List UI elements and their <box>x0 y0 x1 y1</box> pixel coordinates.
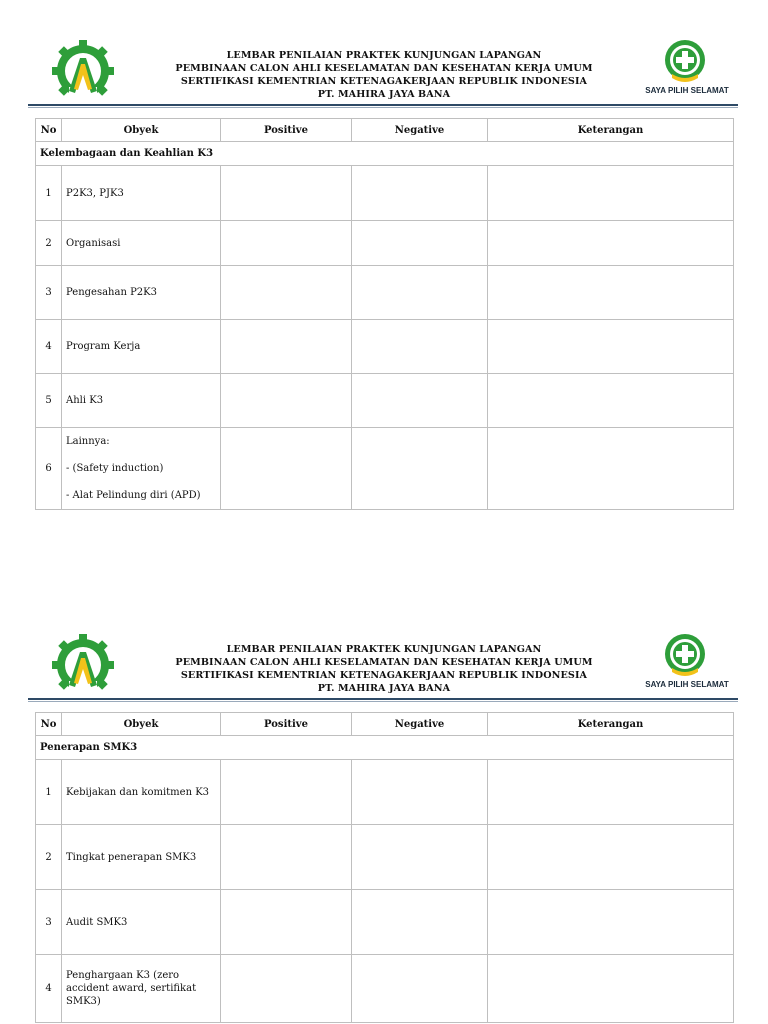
negative-cell[interactable] <box>352 374 488 428</box>
header-rule-thin <box>28 701 738 702</box>
col-header-positive: Positive <box>221 713 352 736</box>
table-header-row <box>36 119 734 142</box>
keterangan-cell[interactable] <box>488 166 734 221</box>
k3-green-cross-emblem-icon <box>645 38 729 98</box>
negative-cell[interactable] <box>352 266 488 320</box>
table-row <box>36 166 734 221</box>
row-obyek: Ahli K3 <box>62 374 221 428</box>
col-header-keterangan: Keterangan <box>488 119 734 142</box>
table-row <box>36 266 734 320</box>
positive-cell[interactable] <box>221 428 352 510</box>
row-obyek-line: Lainnya: <box>66 436 110 447</box>
keterangan-cell[interactable] <box>488 825 734 890</box>
row-obyek: P2K3, PJK3 <box>62 166 221 221</box>
section-row <box>36 736 734 760</box>
keterangan-cell[interactable] <box>488 320 734 374</box>
table-row <box>36 890 734 955</box>
row-obyek: Kebijakan dan komitmen K3 <box>62 760 221 825</box>
title-line-1: LEMBAR PENILAIAN PRAKTEK KUNJUNGAN LAPANGAN <box>226 50 542 61</box>
col-header-negative: Negative <box>352 713 488 736</box>
keterangan-cell[interactable] <box>488 266 734 320</box>
logo-right-text: SAYA PILIH SELAMAT <box>645 680 729 689</box>
negative-cell[interactable] <box>352 320 488 374</box>
positive-cell[interactable] <box>221 166 352 221</box>
assessment-table-2 <box>35 712 734 1023</box>
positive-cell[interactable] <box>221 374 352 428</box>
negative-cell[interactable] <box>352 760 488 825</box>
assessment-table-1 <box>35 118 734 510</box>
title-line-3: SERTIFIKASI KEMENTRIAN KETENAGAKERJAAN REPUBLIK INDONESIA <box>180 76 588 87</box>
table-row <box>36 428 734 510</box>
section-row <box>36 142 734 166</box>
col-header-obyek: Obyek <box>62 119 221 142</box>
row-obyek: Tingkat penerapan SMK3 <box>62 825 221 890</box>
positive-cell[interactable] <box>221 266 352 320</box>
table-row <box>36 825 734 890</box>
logo-right-text: SAYA PILIH SELAMAT <box>645 86 729 95</box>
row-number: 5 <box>36 374 62 428</box>
header-rule-thin <box>28 107 738 108</box>
header-rule <box>28 104 738 106</box>
negative-cell[interactable] <box>352 825 488 890</box>
row-number: 3 <box>36 266 62 320</box>
title-line-2: PEMBINAAN CALON AHLI KESELAMATAN DAN KESEHATAN KERJA UMUM <box>175 657 593 668</box>
table-header-row <box>36 713 734 736</box>
section-title: Penerapan SMK3 <box>36 736 734 760</box>
row-obyek-line: - Alat Pelindung diri (APD) <box>66 490 201 501</box>
negative-cell[interactable] <box>352 890 488 955</box>
col-header-keterangan: Keterangan <box>488 713 734 736</box>
title-line-2: PEMBINAAN CALON AHLI KESELAMATAN DAN KESEHATAN KERJA UMUM <box>175 63 593 74</box>
negative-cell[interactable] <box>352 166 488 221</box>
row-obyek <box>62 428 221 510</box>
negative-cell[interactable] <box>352 221 488 266</box>
k3-gear-cross-logo-icon <box>52 40 114 102</box>
row-obyek <box>62 955 221 1023</box>
negative-cell[interactable] <box>352 428 488 510</box>
col-header-negative: Negative <box>352 119 488 142</box>
col-header-no: No <box>36 713 62 736</box>
form-header-2 <box>0 630 768 710</box>
keterangan-cell[interactable] <box>488 955 734 1023</box>
row-number: 4 <box>36 320 62 374</box>
col-header-no: No <box>36 119 62 142</box>
row-obyek: Program Kerja <box>62 320 221 374</box>
title-line-3: SERTIFIKASI KEMENTRIAN KETENAGAKERJAAN REPUBLIK INDONESIA <box>180 670 588 681</box>
col-header-positive: Positive <box>221 119 352 142</box>
keterangan-cell[interactable] <box>488 374 734 428</box>
table-row <box>36 320 734 374</box>
positive-cell[interactable] <box>221 320 352 374</box>
row-number: 1 <box>36 166 62 221</box>
k3-gear-cross-logo-icon <box>52 634 114 696</box>
positive-cell[interactable] <box>221 221 352 266</box>
keterangan-cell[interactable] <box>488 428 734 510</box>
positive-cell[interactable] <box>221 955 352 1023</box>
k3-green-cross-emblem-icon <box>645 632 729 692</box>
header-rule <box>28 698 738 700</box>
table-row <box>36 760 734 825</box>
title-line-4: PT. MAHIRA JAYA BANA <box>317 89 451 100</box>
row-number: 6 <box>36 428 62 510</box>
title-line-1: LEMBAR PENILAIAN PRAKTEK KUNJUNGAN LAPANGAN <box>226 644 542 655</box>
keterangan-cell[interactable] <box>488 890 734 955</box>
table-row <box>36 955 734 1023</box>
table-row <box>36 221 734 266</box>
row-number: 1 <box>36 760 62 825</box>
row-obyek-line: - (Safety induction) <box>66 463 164 474</box>
title-line-4: PT. MAHIRA JAYA BANA <box>317 683 451 694</box>
positive-cell[interactable] <box>221 890 352 955</box>
form-title <box>160 643 608 695</box>
row-obyek: Audit SMK3 <box>62 890 221 955</box>
row-number: 4 <box>36 955 62 1023</box>
row-obyek-line: Penghargaan K3 (zero <box>66 970 180 981</box>
row-number: 2 <box>36 825 62 890</box>
form-title <box>160 49 608 101</box>
table-row <box>36 374 734 428</box>
row-obyek: Pengesahan P2K3 <box>62 266 221 320</box>
positive-cell[interactable] <box>221 825 352 890</box>
section-title: Kelembagaan dan Keahlian K3 <box>36 142 734 166</box>
keterangan-cell[interactable] <box>488 760 734 825</box>
positive-cell[interactable] <box>221 760 352 825</box>
row-number: 3 <box>36 890 62 955</box>
form-header-1 <box>0 36 768 116</box>
row-number: 2 <box>36 221 62 266</box>
col-header-obyek: Obyek <box>62 713 221 736</box>
negative-cell[interactable] <box>352 955 488 1023</box>
row-obyek-line: accident award, sertifikat <box>66 983 197 994</box>
keterangan-cell[interactable] <box>488 221 734 266</box>
row-obyek-line: SMK3) <box>66 996 101 1007</box>
row-obyek: Organisasi <box>62 221 221 266</box>
